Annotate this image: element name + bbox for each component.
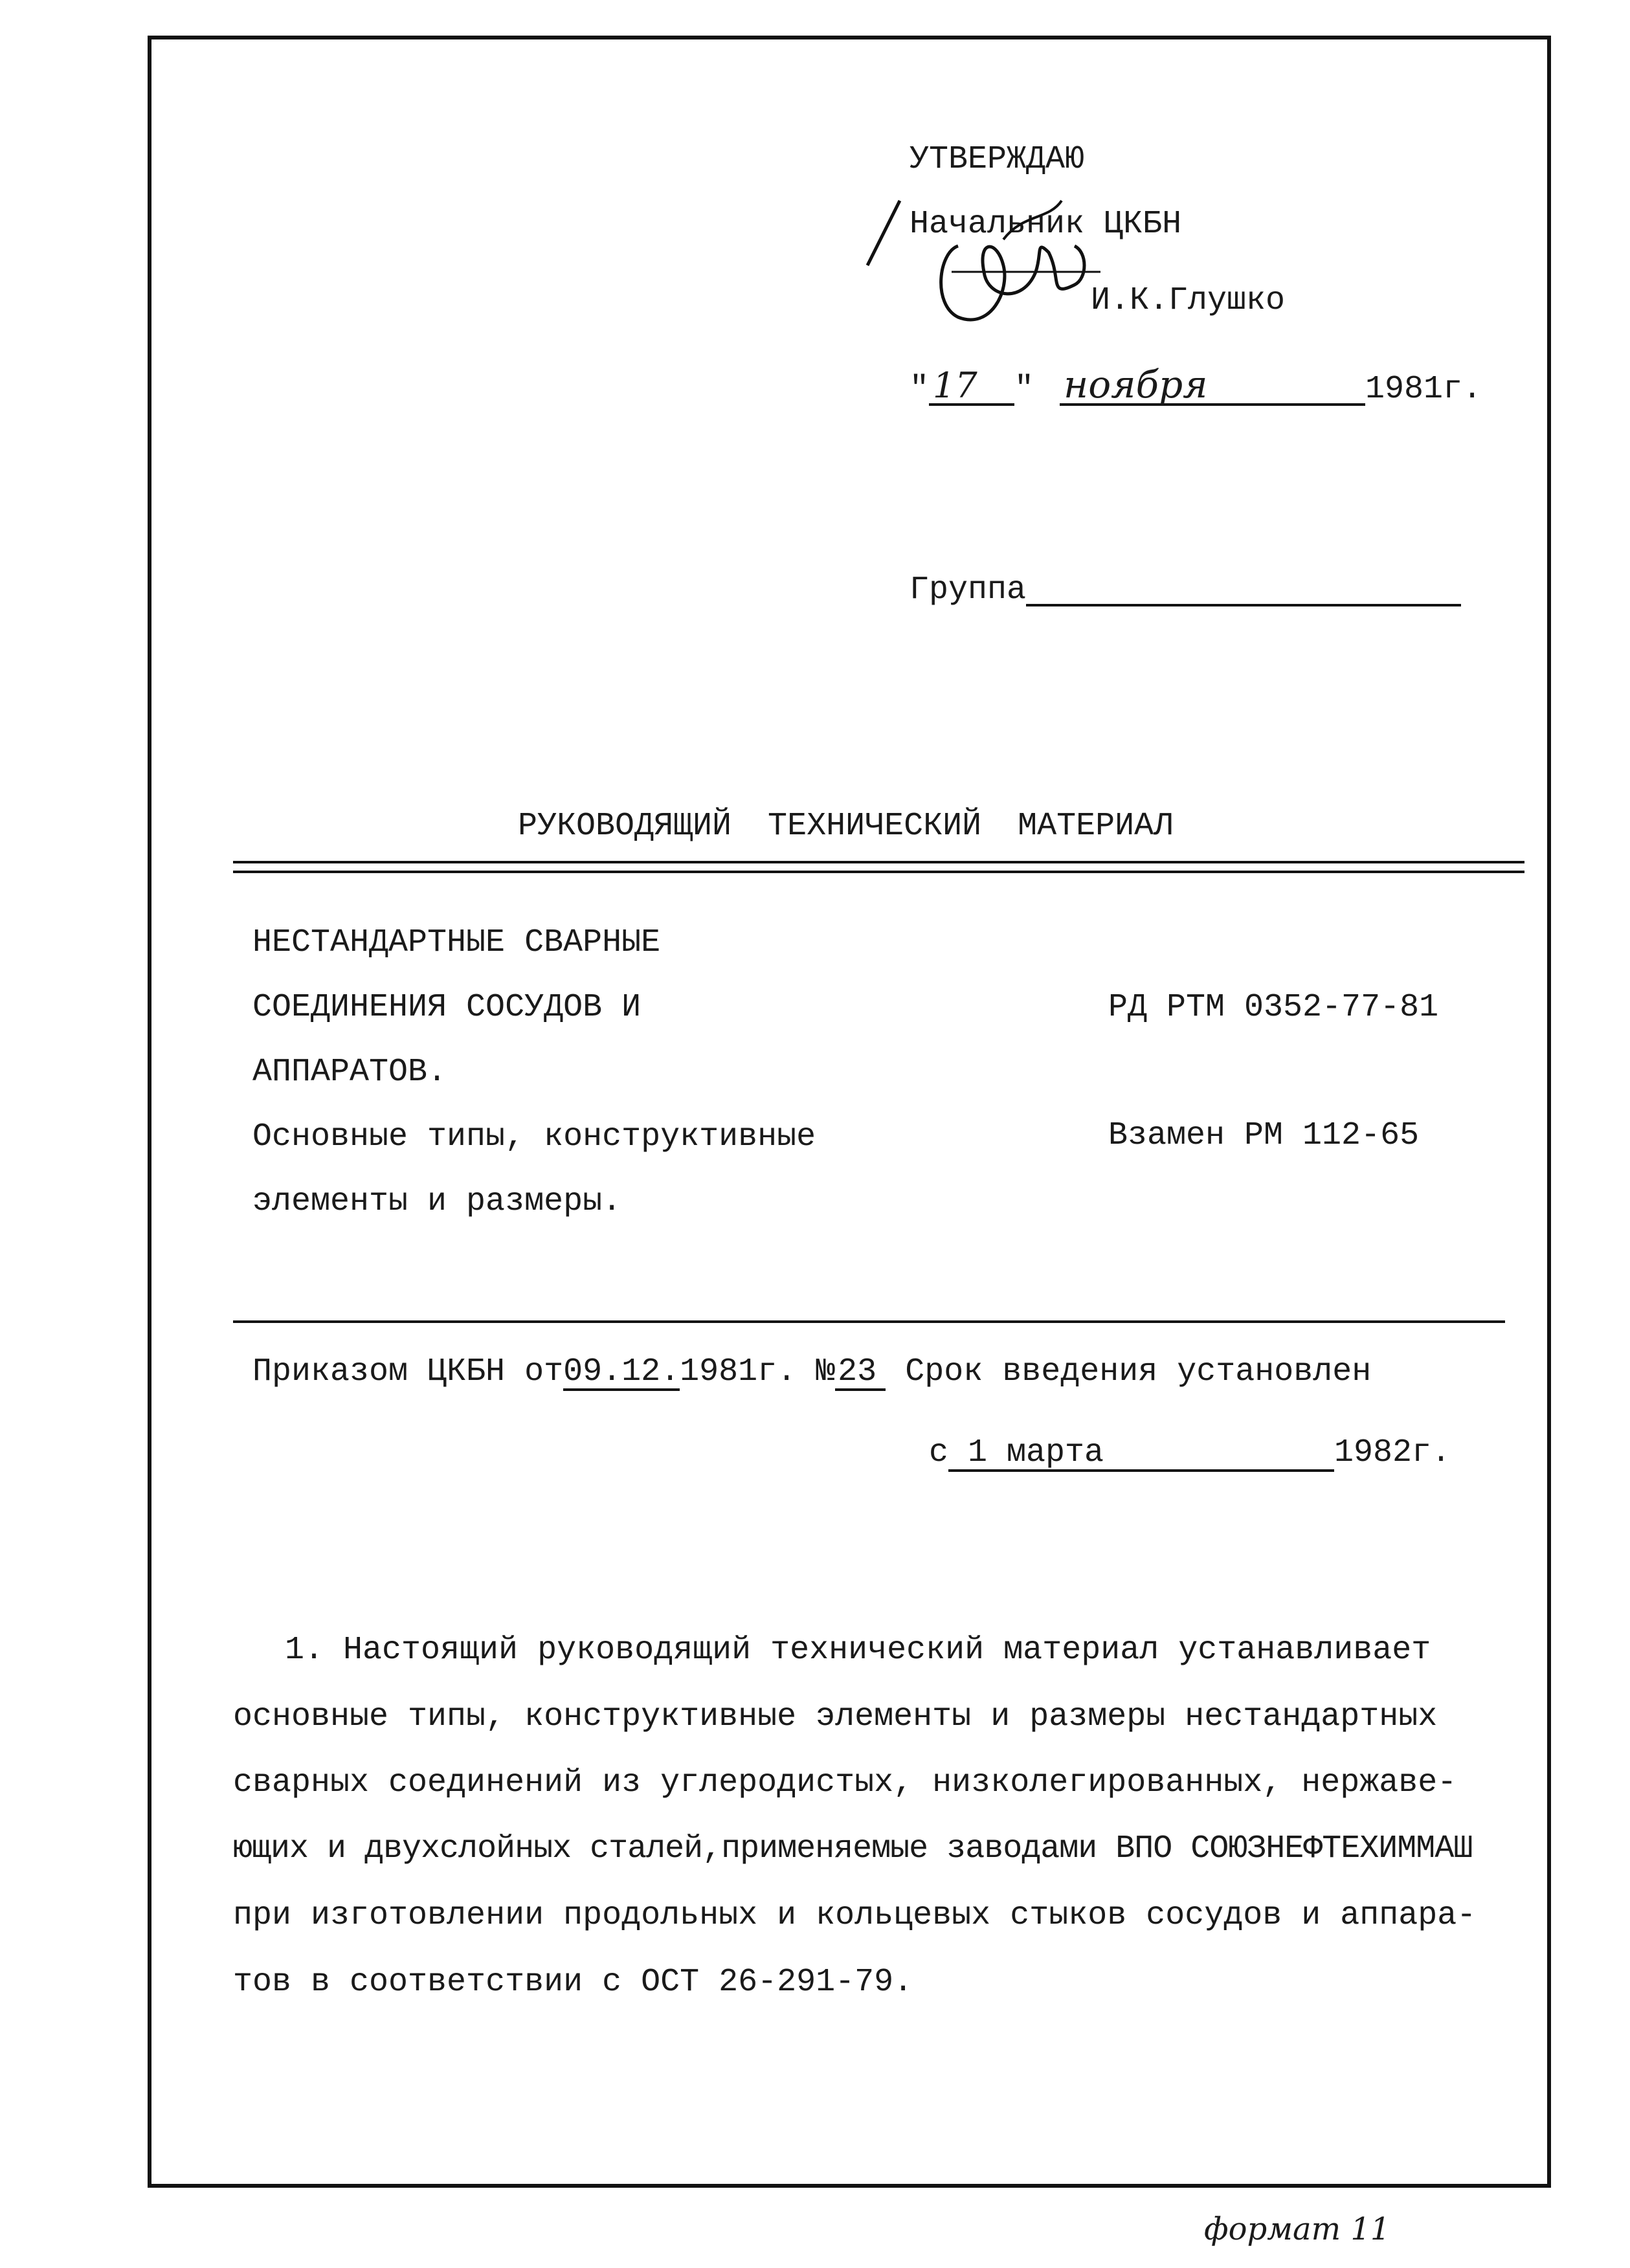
order-number-label: №: [816, 1353, 836, 1390]
title-line-1: НЕСТАНДАРТНЫЕ СВАРНЫЕ: [252, 924, 661, 961]
divider-double-top: [233, 861, 1524, 863]
title-line-3: АППАРАТОВ.: [252, 1054, 447, 1091]
signature-mark: [854, 175, 1113, 343]
paragraph-line-5: при изготовлении продольных и кольцевых стыков сосудов и аппара-: [233, 1897, 1477, 1934]
footer-format: формат 11: [1204, 2211, 1390, 2247]
effective-from-label: с: [929, 1434, 949, 1471]
title-line-2: СОЕДИНЕНИЯ СОСУДОВ И: [252, 989, 642, 1026]
paragraph-line-2: основные типы, конструктивные элементы и размеры нестандартных: [233, 1698, 1438, 1735]
approval-name: И.К.Глушко: [1091, 282, 1286, 319]
date-day: 17: [929, 368, 1014, 406]
doc-type-heading: РУКОВОДЯЩИЙ ТЕХНИЧЕСКИЙ МАТЕРИАЛ: [518, 808, 1174, 845]
group-blank: [1026, 573, 1461, 606]
paragraph-line-4: ющих и двухслойных сталей,применяемые заводами ВПО СОЮЗНЕФТЕХИММАШ: [233, 1830, 1473, 1867]
paragraph-line-3: сварных соединений из углеродистых, низколегированных, нержаве-: [233, 1764, 1457, 1801]
effective-date: [929, 1434, 1451, 1472]
replaces: Взамен РМ 112-65: [1108, 1117, 1420, 1154]
date-month: ноября: [1060, 366, 1365, 406]
order-line: [252, 1353, 1372, 1391]
order-suffix: Срок введения установлен: [905, 1353, 1372, 1390]
order-date: 09.12.: [563, 1353, 680, 1390]
approval-position: Начальник ЦКБН: [910, 206, 1182, 243]
effective-from-date: 1 марта: [948, 1437, 1334, 1472]
title-line-4: Основные типы, конструктивные: [252, 1118, 816, 1155]
divider-single: [233, 1320, 1505, 1323]
order-prefix: Приказом ЦКБН от: [252, 1353, 564, 1390]
paragraph-line-1: 1. Настоящий руководящий технический материал устанавливает: [285, 1632, 1431, 1669]
divider-double-bottom: [233, 871, 1524, 873]
group-label: Группа: [910, 572, 1027, 608]
effective-from-year: 1982г.: [1334, 1434, 1451, 1471]
order-number: 23: [835, 1356, 886, 1391]
order-year: 1981г.: [680, 1353, 797, 1390]
designation: РД РТМ 0352-77-81: [1108, 989, 1439, 1026]
paragraph-line-6: тов в соответствии с ОСТ 26-291-79.: [233, 1964, 913, 2001]
group-field: [910, 573, 1461, 606]
title-line-5: элементы и размеры.: [252, 1183, 622, 1220]
approval-heading: УТВЕРЖДАЮ: [910, 141, 1085, 178]
approval-date: " 17 " ноября 1981г.: [910, 362, 1482, 408]
date-year: 1981г.: [1365, 371, 1482, 408]
